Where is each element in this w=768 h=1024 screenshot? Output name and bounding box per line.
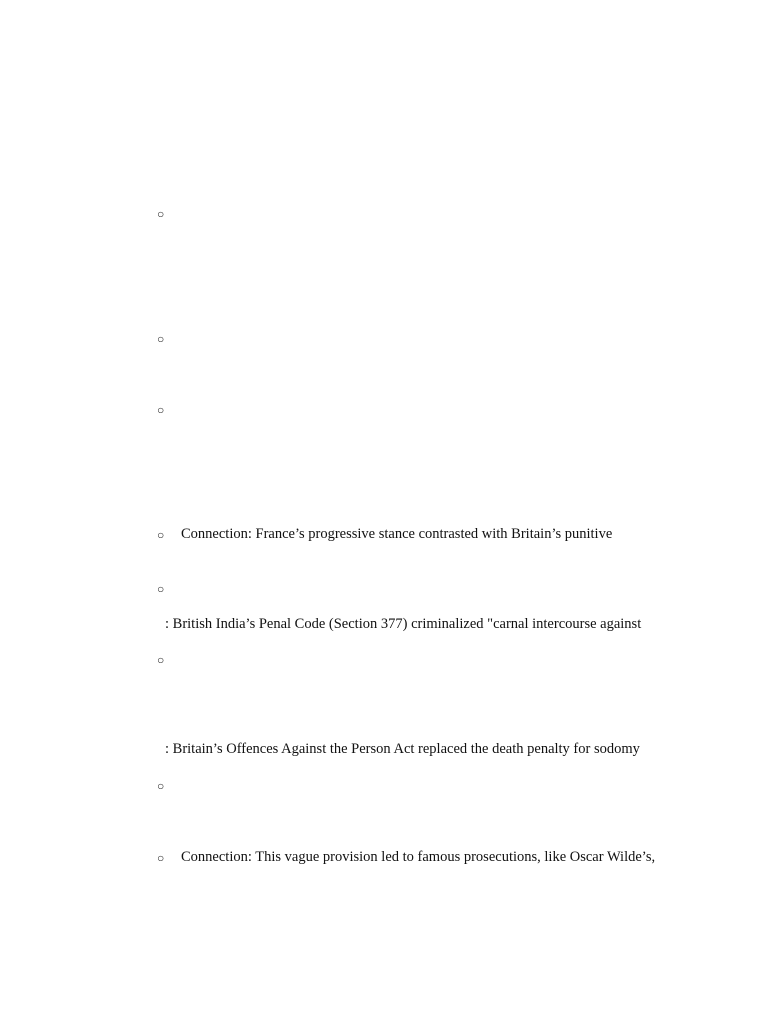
list-item-france-connection: Connection: France’s progressive stance contrasted with Britain’s punitive — [181, 526, 613, 542]
list-bullet-3: ○ — [157, 403, 165, 417]
list-item-wilde-connection: Connection: This vague provision led to famous prosecutions, like Oscar Wilde’s, — [181, 849, 656, 865]
list-bullet-8: ○ — [157, 851, 165, 865]
list-bullet-6: ○ — [157, 653, 165, 667]
list-bullet-1: ○ — [157, 207, 165, 221]
list-bullet-2: ○ — [157, 332, 165, 346]
text-offences-against-person-act: : Britain’s Offences Against the Person Act replaced the death penalty for sodomy — [165, 741, 640, 757]
list-bullet-7: ○ — [157, 779, 165, 793]
list-bullet-5: ○ — [157, 582, 165, 596]
text-british-india-penal-code: : British India’s Penal Code (Section 377) criminalized "carnal intercourse against — [165, 616, 642, 632]
list-bullet-4: ○ — [157, 528, 165, 542]
